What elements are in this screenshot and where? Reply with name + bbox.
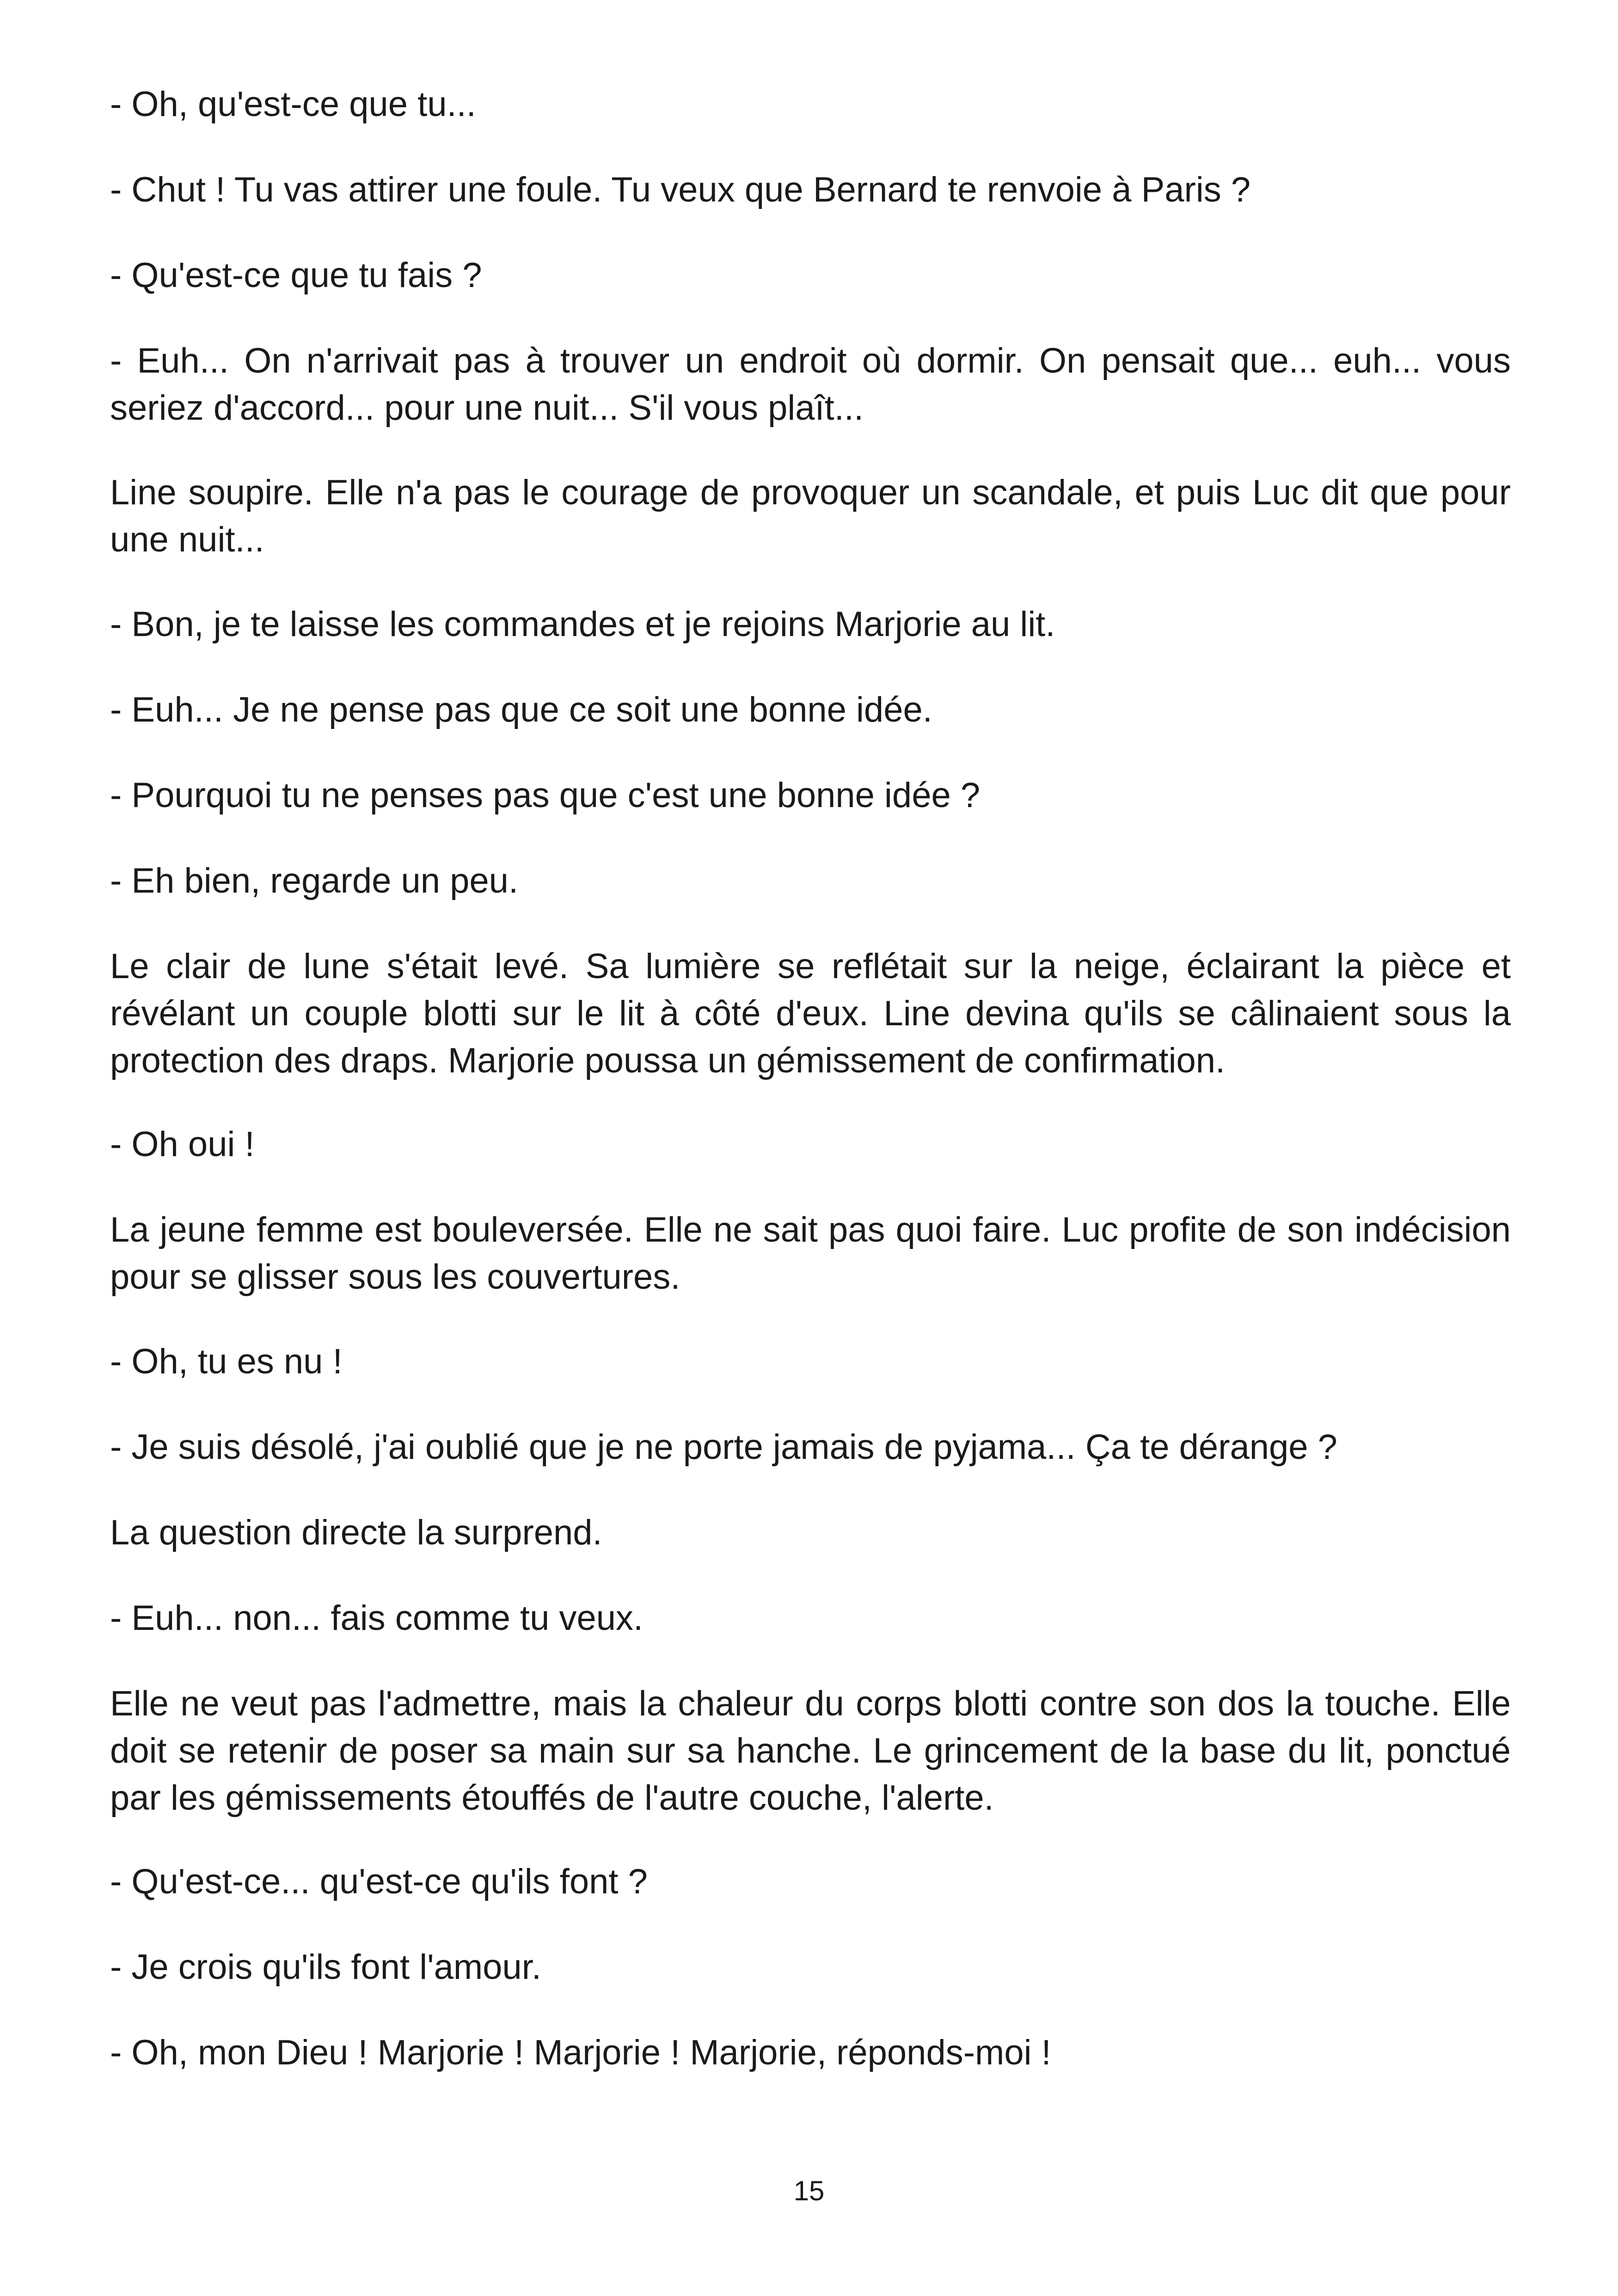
paragraph: - Euh... non... fais comme tu veux. bbox=[110, 1598, 644, 1638]
paragraph: - Je suis désolé, j'ai oublié que je ne porte jamais de pyjama... Ça te dérange ? bbox=[110, 1427, 1337, 1467]
paragraph: - Oh oui ! bbox=[110, 1125, 255, 1164]
paragraph: - Oh, mon Dieu ! Marjorie ! Marjorie ! Marjorie, réponds-moi ! bbox=[110, 2033, 1051, 2072]
paragraph: - Eh bien, regarde un peu. bbox=[110, 861, 519, 900]
paragraph: - Pourquoi tu ne penses pas que c'est une bonne idée ? bbox=[110, 776, 981, 815]
paragraph: - Euh... On n'arrivait pas à trouver un endroit où dormir. On pensait que... euh... vous seriez d'accord... pour une nuit... S'il vous plaît... bbox=[110, 341, 1511, 428]
paragraph: La jeune femme est bouleversée. Elle ne sait pas quoi faire. Luc profite de son indécision pour se glisser sous les couvertures. bbox=[110, 1210, 1511, 1297]
paragraph: - Qu'est-ce... qu'est-ce qu'ils font ? bbox=[110, 1862, 648, 1901]
paragraph: - Oh, qu'est-ce que tu... bbox=[110, 85, 476, 124]
paragraph: Elle ne veut pas l'admettre, mais la chaleur du corps blotti contre son dos la touche. Elle doit se retenir de poser sa main sur sa hanche. Le grincement de la base du lit, ponctué par les gémissements étouffés de l'autre couche, l'alerte. bbox=[110, 1684, 1511, 1818]
paragraph: - Chut ! Tu vas attirer une foule. Tu veux que Bernard te renvoie à Paris ? bbox=[110, 170, 1251, 209]
paragraph: La question directe la surprend. bbox=[110, 1513, 602, 1552]
paragraph: - Oh, tu es nu ! bbox=[110, 1342, 343, 1381]
paragraph: - Euh... Je ne pense pas que ce soit une bonne idée. bbox=[110, 690, 932, 729]
paragraph: - Bon, je te laisse les commandes et je rejoins Marjorie au lit. bbox=[110, 605, 1055, 644]
paragraph: Line soupire. Elle n'a pas le courage de provoquer un scandale, et puis Luc dit que pour une nuit... bbox=[110, 473, 1511, 559]
page-number: 15 bbox=[793, 2175, 825, 2206]
paragraph: - Qu'est-ce que tu fais ? bbox=[110, 256, 482, 295]
paragraph: Le clair de lune s'était levé. Sa lumière se reflétait sur la neige, éclairant la pièce et révélant un couple blotti sur le lit à côté d'eux. Line devina qu'ils se câlinaient sous la protection des draps. Marjorie poussa un gémissement de confirmation. bbox=[110, 947, 1511, 1080]
paragraph: - Je crois qu'ils font l'amour. bbox=[110, 1947, 541, 1987]
